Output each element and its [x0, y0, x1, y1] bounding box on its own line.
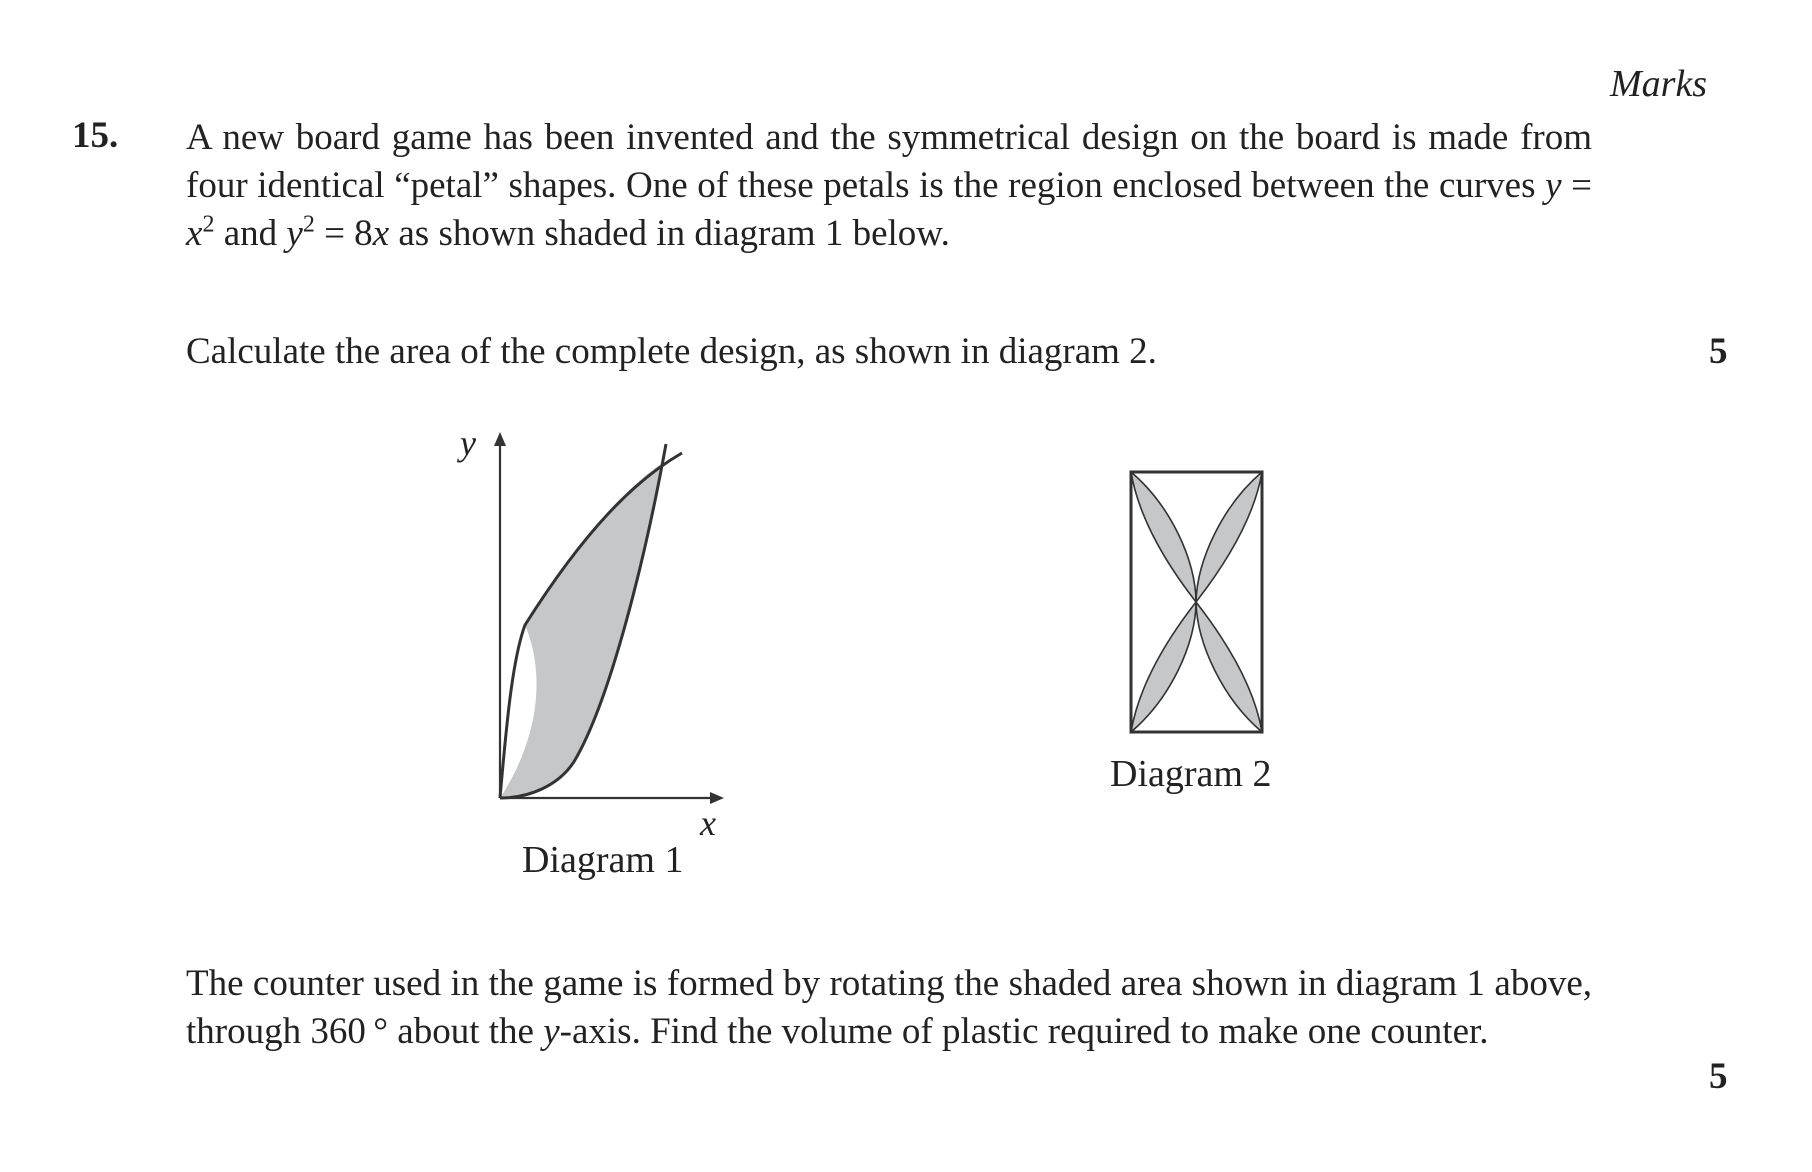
board-design — [1131, 472, 1262, 732]
petal-top-right — [1196, 472, 1262, 602]
diagram-2-caption: Diagram 2 — [1110, 753, 1272, 795]
y-axis-arrow — [494, 432, 506, 446]
part-a-text: Calculate the area of the complete design, as shown in diagram 2. — [186, 331, 1157, 372]
petal-bottom-left — [1131, 602, 1196, 732]
marks-heading: Marks — [1610, 63, 1708, 105]
curve1-lhs: y — [1545, 165, 1562, 206]
intro-text-start: A new board game has been invented and the symmetrical design on the board is made from four identical “petal” shapes. One of these petals is the region enclosed between the curves — [186, 117, 1592, 206]
curve1-exponent: 2 — [202, 211, 215, 238]
part-b-marks: 5 — [1709, 1056, 1728, 1097]
curve2-equals: = 8 — [314, 213, 373, 254]
and-text: and — [214, 213, 287, 254]
question-number: 15. — [72, 115, 119, 156]
y-axis-label: y — [460, 423, 476, 463]
part-b-text-start: The counter used in the game is formed by rotating the shaded area shown in diagram 1 above, through 360 ° about the — [186, 963, 1592, 1052]
intro-text-end: as shown shaded in diagram 1 below. — [389, 213, 950, 254]
part-b-axis: y — [543, 1011, 560, 1052]
part-b-text-end: -axis. Find the volume of plastic required to make one counter. — [559, 1011, 1489, 1052]
part-a-marks: 5 — [1709, 331, 1728, 372]
curve2-exponent: 2 — [302, 211, 315, 238]
x-axis-label: x — [700, 803, 716, 843]
curve2-rhs: x — [372, 213, 390, 254]
curve1-rhs: x — [186, 213, 203, 254]
diagram-1-caption: Diagram 1 — [522, 839, 684, 881]
curve1-equals: = — [1561, 165, 1592, 206]
petal-bottom-right — [1196, 602, 1262, 732]
petal-top-left — [1131, 472, 1196, 602]
part-b-text — [186, 960, 1592, 1056]
curve2-lhs: y — [286, 213, 303, 254]
